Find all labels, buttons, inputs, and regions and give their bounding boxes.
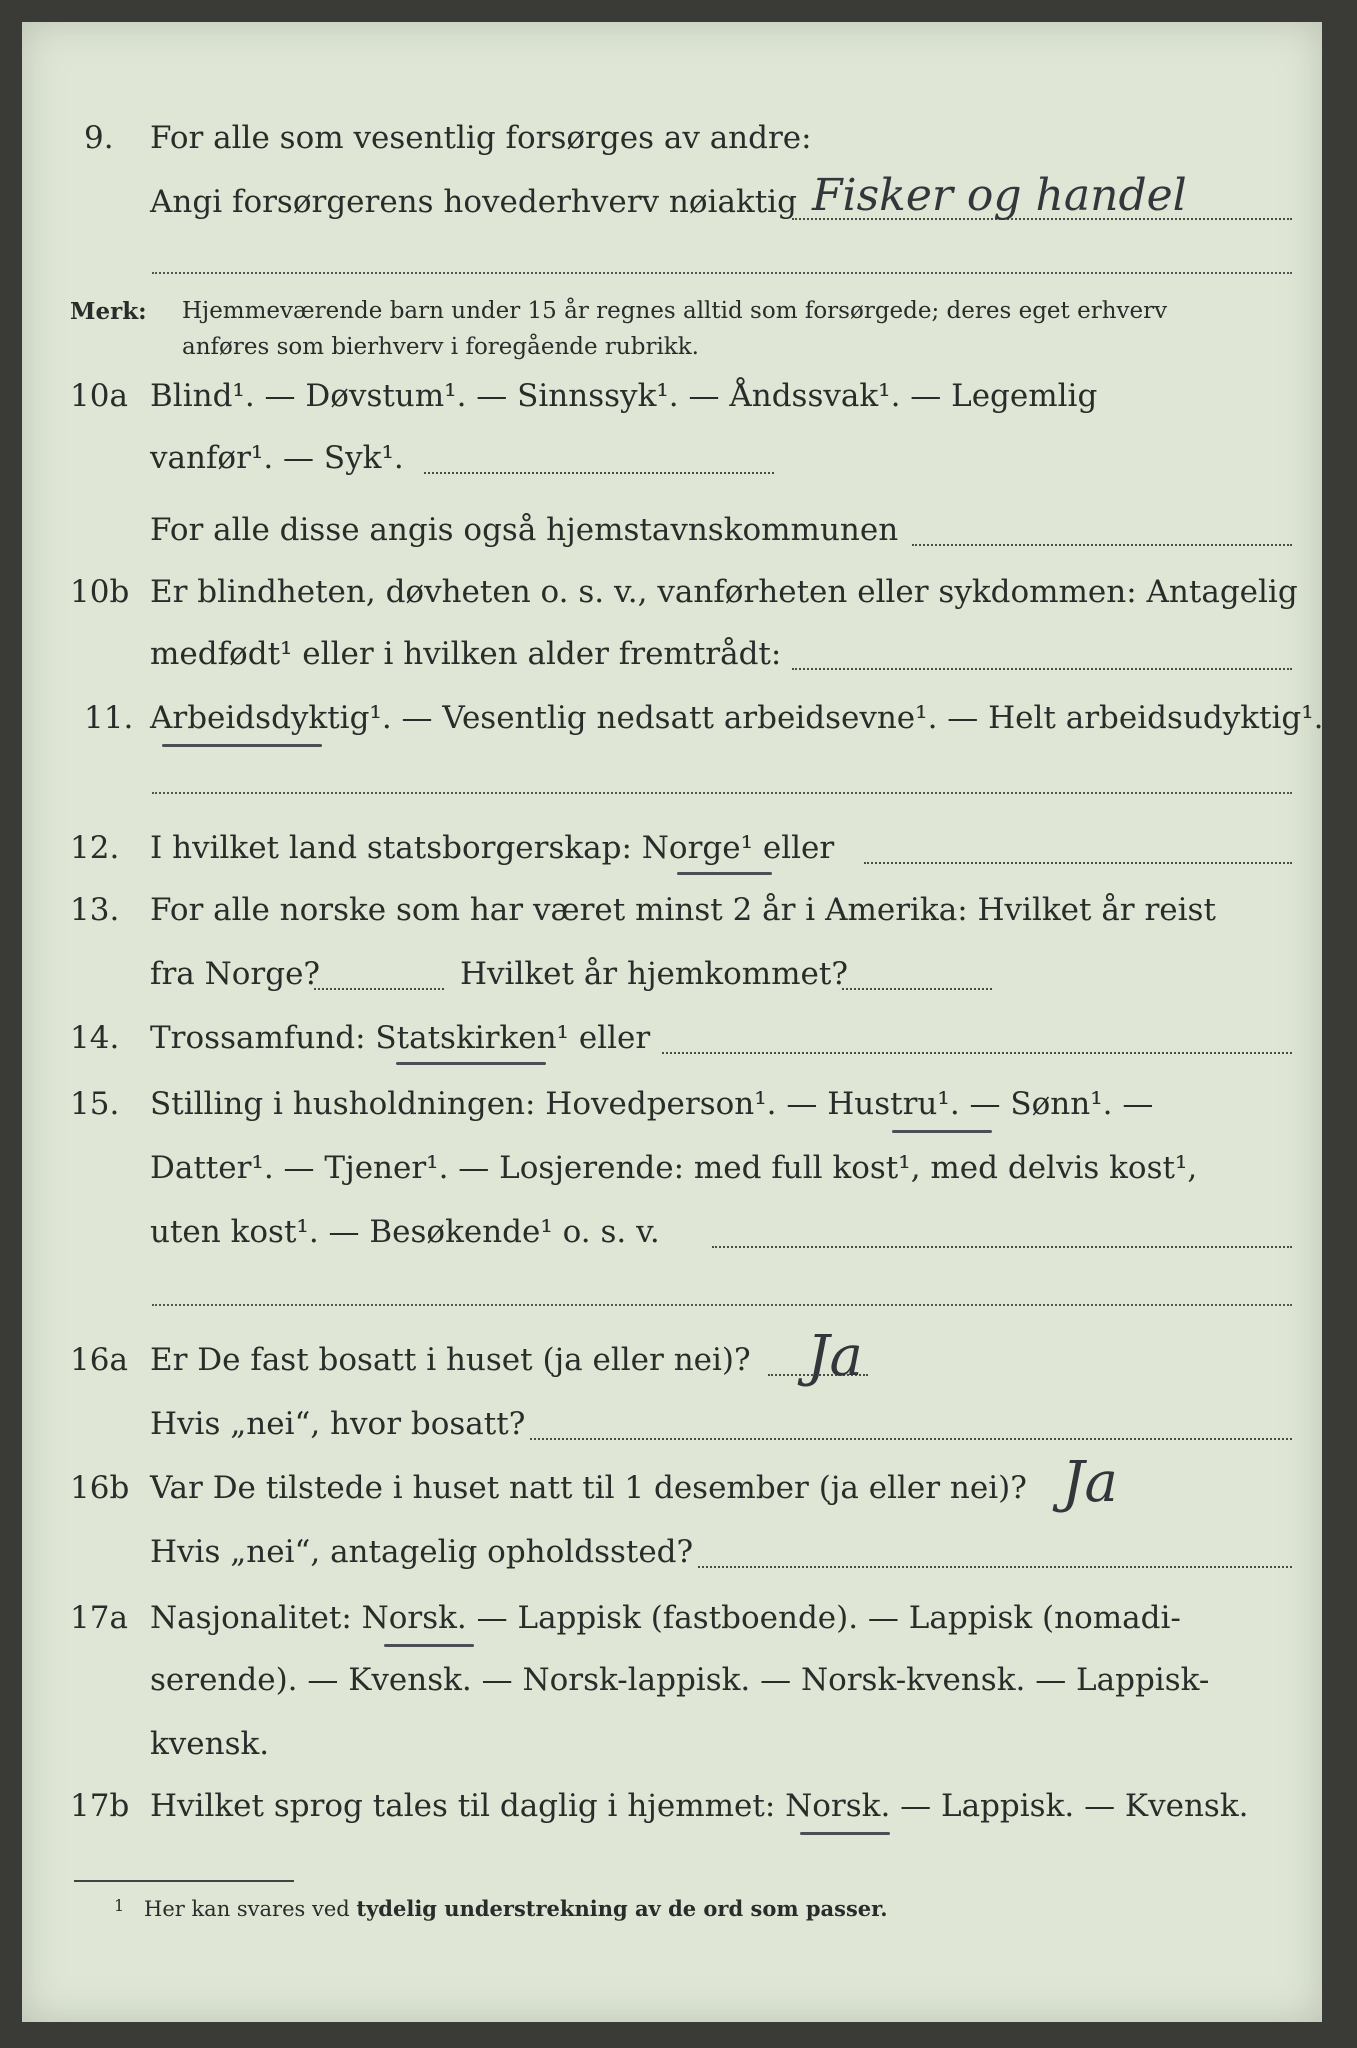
q9-extra-line — [152, 272, 1292, 274]
merk-line1: Hjemmeværende barn under 15 år regnes alltid som forsørgede; deres eget erhverv — [182, 298, 1168, 324]
q14-number: 14. — [70, 1020, 120, 1056]
q13-line2a: fra Norge? — [150, 956, 321, 992]
q11-extra-line — [152, 792, 1292, 794]
q9-handwritten-answer: Fisker og handel — [812, 170, 1187, 221]
q17a-line3: kvensk. — [150, 1726, 270, 1762]
q10a-line3: For alle disse angis også hjemstavnskommunen — [150, 512, 899, 548]
q10a-line2: vanfør¹. — Syk¹. — [150, 440, 404, 476]
q15-line3: uten kost¹. — Besøkende¹ o. s. v. — [150, 1214, 660, 1250]
q11-line1: Arbeidsdyktig¹. — Vesentlig nedsatt arbeidsevne¹. — Helt arbeidsudyktig¹. — [150, 700, 1324, 736]
footnote-text-b: tydelig understrekning av de ord som passer. — [356, 1896, 888, 1921]
q10b-number: 10b — [70, 574, 130, 610]
footnote-separator — [74, 1880, 294, 1882]
q10b-answer-line — [792, 668, 1292, 670]
q15-line1: Stilling i husholdningen: Hovedperson¹. — Hustru¹. — Sønn¹. — — [150, 1086, 1154, 1122]
q17b-number: 17b — [70, 1788, 130, 1824]
q14-underline-statskirken — [396, 1062, 546, 1065]
q10a-sick-line — [424, 472, 774, 474]
q16a-residence-line — [530, 1438, 1292, 1440]
q16b-line1: Var De tilstede i huset natt til 1 desember (ja eller nei)? — [150, 1470, 1027, 1506]
q16a-line1: Er De fast bosatt i huset (ja eller nei)? — [150, 1342, 751, 1378]
footnote-text-a: Her kan svares ved — [144, 1897, 350, 1921]
merk-line2: anføres som bierhverv i foregående rubrikk. — [182, 334, 699, 360]
q9-line2: Angi forsørgerens hovederhverv nøiaktig — [150, 184, 797, 220]
q10b-line2: medfødt¹ eller i hvilken alder fremtrådt: — [150, 636, 782, 672]
census-form-page — [22, 22, 1322, 2022]
q13-departure-year-line — [314, 988, 444, 990]
q12-line1: I hvilket land statsborgerskap: Norge¹ eller — [150, 830, 835, 866]
q17b-line1: Hvilket sprog tales til daglig i hjemmet: Norsk. — Lappisk. — Kvensk. — [150, 1788, 1249, 1824]
q11-number: 11. — [84, 700, 134, 736]
q16a-number: 16a — [70, 1342, 128, 1378]
q10b-line1: Er blindheten, døvheten o. s. v., vanførheten eller sykdommen: Antagelig — [150, 574, 1298, 610]
q15-line2: Datter¹. — Tjener¹. — Losjerende: med full kost¹, med delvis kost¹, — [150, 1150, 1198, 1186]
q10a-number: 10a — [70, 378, 128, 414]
q14-answer-line — [662, 1052, 1292, 1054]
q16a-line2: Hvis „nei“, hvor bosatt? — [150, 1406, 526, 1442]
q10a-home-municipality-line — [912, 544, 1292, 546]
q16b-whereabouts-line — [698, 1566, 1292, 1568]
q15-extra-line — [152, 1304, 1292, 1306]
q16a-handwritten-answer: Ja — [807, 1324, 863, 1389]
q15-underline-hustru — [892, 1130, 992, 1133]
q13-number: 13. — [70, 892, 120, 928]
q16b-line2: Hvis „nei“, antagelig opholdssted? — [150, 1534, 694, 1570]
footnote-text — [144, 1896, 888, 1921]
q13-line1: For alle norske som har været minst 2 år i Amerika: Hvilket år reist — [150, 892, 1216, 928]
q17a-underline-norsk — [384, 1644, 474, 1647]
q16b-handwritten-answer: Ja — [1062, 1450, 1118, 1515]
q15-answer-line — [712, 1246, 1292, 1248]
q12-number: 12. — [70, 830, 120, 866]
merk-label: Merk: — [70, 298, 147, 325]
q13-line2b: Hvilket år hjemkommet? — [460, 956, 848, 992]
q17a-line1: Nasjonalitet: Norsk. — Lappisk (fastboende). — Lappisk (nomadi- — [150, 1600, 1181, 1636]
q17a-number: 17a — [70, 1600, 128, 1636]
q11-underline-arbeidsdyktig — [162, 744, 322, 747]
q9-number: 9. — [84, 120, 114, 156]
q10a-line1: Blind¹. — Døvstum¹. — Sinnssyk¹. — Åndssvak¹. — Legemlig — [150, 378, 1098, 414]
q13-return-year-line — [842, 988, 992, 990]
q14-line1: Trossamfund: Statskirken¹ eller — [150, 1020, 651, 1056]
q15-number: 15. — [70, 1086, 120, 1122]
q9-line1: For alle som vesentlig forsørges av andre: — [150, 120, 812, 156]
q12-answer-line — [864, 862, 1292, 864]
footnote-mark: 1 — [114, 1896, 125, 1915]
q12-underline-norge — [677, 872, 772, 875]
q17a-line2: serende). — Kvensk. — Norsk-lappisk. — Norsk-kvensk. — Lappisk- — [150, 1662, 1210, 1698]
q16b-number: 16b — [70, 1470, 130, 1506]
q17b-underline-norsk — [800, 1832, 890, 1835]
